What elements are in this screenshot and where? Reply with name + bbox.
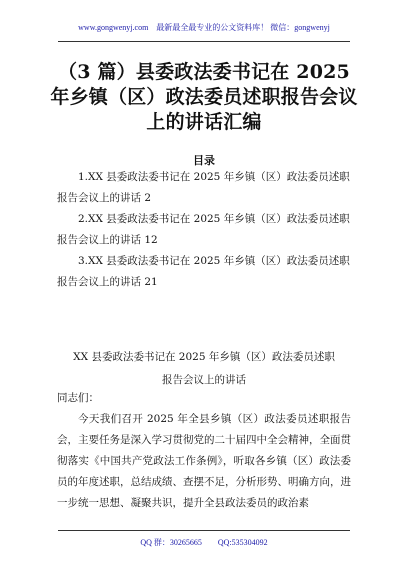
footer-qq-group: QQ 群：30265665 (140, 538, 202, 547)
toc-item-3[interactable]: 3.XX 县委政法委书记在 2025 年乡镇（区）政法委员述职报告会议上的讲话 21 (57, 255, 350, 288)
toc-item-1[interactable]: 1.XX 县委政法委书记在 2025 年乡镇（区）政法委员述职报告会议上的讲话 2 (57, 171, 350, 204)
table-of-contents (57, 167, 351, 293)
page-header: www.gongwenyj.com 最新最全最专业的公文资料库！ 微信：gongwenyj (78, 23, 330, 32)
article-title: XX 县委政法委书记在 2025 年乡镇（区）政法委员述职报告会议上的讲话 (73, 351, 335, 386)
toc-item-2[interactable]: 2.XX 县委政法委书记在 2025 年乡镇（区）政法委员述职报告会议上的讲话 12 (57, 213, 350, 246)
footer-qq: QQ:535304092 (217, 538, 268, 547)
header-divider (58, 41, 350, 42)
document-title: （3 篇）县委政法委书记在 2025 年乡镇（区）政法委员述职报告会议上的讲话汇编 (50, 61, 358, 133)
salutation: 同志们： (57, 392, 99, 404)
footer-divider (58, 530, 350, 531)
page-footer (0, 537, 408, 548)
toc-heading: 目录 (193, 154, 215, 167)
article-body (57, 388, 351, 514)
article-paragraph: 今天我们召开 2025 年全县乡镇（区）政法委员述职报告会，主要任务是深入学习贯彻党的二十届四中全会精神，全面贯彻落实《中国共产党政法工作条例》，听取各乡镇（区）政法委员的年度述职，总结成绩、查摆不足，分析形势、明确方向，进一步统一思想、凝聚共识，提升全县政法委员的政治素 (57, 413, 351, 509)
